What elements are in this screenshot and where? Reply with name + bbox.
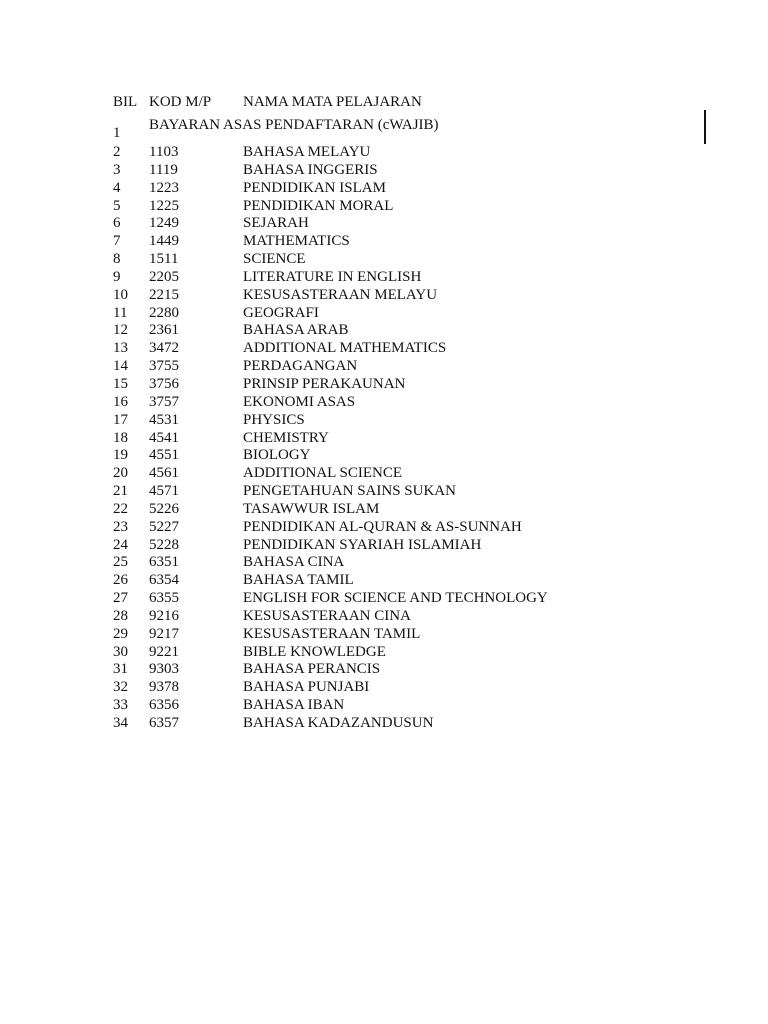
header-kod: KOD M/P xyxy=(149,94,212,110)
cell-bil: 21 xyxy=(113,483,128,500)
cell-nama: PENGETAHUAN SAINS SUKAN xyxy=(243,483,456,500)
cell-kod: 6357 xyxy=(149,715,179,731)
table-row xyxy=(113,501,593,519)
table-row xyxy=(113,394,593,412)
cell-nama: SEJARAH xyxy=(243,215,309,232)
cell-nama: LITERATURE IN ENGLISH xyxy=(243,268,422,285)
table-row xyxy=(113,144,593,162)
table-row xyxy=(113,215,593,233)
cell-kod: 1249 xyxy=(149,215,179,232)
cell-kod: 4561 xyxy=(149,465,179,482)
cell-nama: MATHEMATICS xyxy=(243,233,350,250)
cell-nama: KESUSASTERAAN CINA xyxy=(243,607,411,624)
cell-nama: KESUSASTERAAN MELAYU xyxy=(243,286,438,303)
table-row xyxy=(113,430,593,448)
cell-nama: BAHASA PUNJABI xyxy=(243,679,370,696)
cell-kod: 1119 xyxy=(149,161,178,178)
subject-table xyxy=(113,93,593,733)
cell-kod: 2215 xyxy=(149,286,179,303)
table-row xyxy=(113,269,593,287)
cell-bil: 1 xyxy=(113,125,121,141)
table-row xyxy=(113,251,593,269)
table-row xyxy=(113,608,593,626)
header-nama: NAMA MATA PELAJARAN xyxy=(243,94,422,110)
cell-kod: 9217 xyxy=(149,625,179,642)
cell-bil: 3 xyxy=(113,161,121,178)
cell-bil: 25 xyxy=(113,554,128,571)
table-row xyxy=(113,483,593,501)
cell-kod: 5228 xyxy=(149,536,179,553)
cell-kod: 1449 xyxy=(149,233,179,250)
cell-bil: 5 xyxy=(113,197,121,214)
cell-kod: 3472 xyxy=(149,340,179,357)
cell-nama: BAHASA ARAB xyxy=(243,322,349,339)
table-row xyxy=(113,376,593,394)
cell-nama: PENDIDIKAN AL-QURAN & AS-SUNNAH xyxy=(243,518,522,535)
cell-kod: 1223 xyxy=(149,179,179,196)
cell-nama: ADDITIONAL MATHEMATICS xyxy=(243,340,447,357)
cell-kod: 9221 xyxy=(149,643,179,660)
cell-nama: BAHASA IBAN xyxy=(243,697,345,714)
table-row xyxy=(113,198,593,216)
cell-kod: 3756 xyxy=(149,375,179,392)
table-header-row xyxy=(113,93,593,111)
cell-bil: 16 xyxy=(113,393,128,410)
table-row xyxy=(113,305,593,323)
cell-kod: 6356 xyxy=(149,697,179,714)
cell-bil: 13 xyxy=(113,340,128,357)
table-row xyxy=(113,715,593,733)
table-row-registration xyxy=(113,118,593,144)
cell-nama: BAHASA MELAYU xyxy=(243,144,371,160)
cell-bil: 28 xyxy=(113,607,128,624)
table-row xyxy=(113,412,593,430)
cell-nama: KESUSASTERAAN TAMIL xyxy=(243,625,421,642)
cell-bil: 8 xyxy=(113,251,121,268)
table-row xyxy=(113,322,593,340)
cell-kod: 2205 xyxy=(149,268,179,285)
cell-bil: 30 xyxy=(113,643,128,660)
cell-nama: BAYARAN ASAS PENDAFTARAN (cWAJIB) xyxy=(149,117,439,133)
cell-kod: 4571 xyxy=(149,483,179,500)
cell-kod: 5227 xyxy=(149,518,179,535)
table-row xyxy=(113,554,593,572)
table-row xyxy=(113,519,593,537)
cell-nama: TASAWWUR ISLAM xyxy=(243,500,380,517)
cell-kod: 3757 xyxy=(149,393,179,410)
cell-nama: BAHASA CINA xyxy=(243,554,345,571)
table-row xyxy=(113,465,593,483)
table-row xyxy=(113,162,593,180)
cell-bil: 31 xyxy=(113,661,128,678)
cell-bil: 22 xyxy=(113,500,128,517)
cell-kod: 9303 xyxy=(149,661,179,678)
cell-nama: PENDIDIKAN ISLAM xyxy=(243,179,386,196)
table-body xyxy=(113,144,593,733)
table-row xyxy=(113,340,593,358)
cell-nama: BAHASA TAMIL xyxy=(243,572,354,589)
cell-bil: 24 xyxy=(113,536,128,553)
cell-kod: 1511 xyxy=(149,251,179,268)
cell-bil: 12 xyxy=(113,322,128,339)
cell-kod: 6351 xyxy=(149,554,179,571)
text-cursor xyxy=(704,110,706,144)
cell-bil: 4 xyxy=(113,179,121,196)
cell-nama: SCIENCE xyxy=(243,251,306,268)
cell-kod: 4541 xyxy=(149,429,179,446)
cell-kod: 4531 xyxy=(149,411,179,428)
cell-nama: BIOLOGY xyxy=(243,447,311,464)
cell-nama: BIBLE KNOWLEDGE xyxy=(243,643,386,660)
cell-bil: 17 xyxy=(113,411,128,428)
cell-bil: 7 xyxy=(113,233,121,250)
cell-bil: 11 xyxy=(113,304,128,321)
cell-bil: 20 xyxy=(113,465,128,482)
cell-kod: 1225 xyxy=(149,197,179,214)
cell-bil: 15 xyxy=(113,375,128,392)
cell-bil: 9 xyxy=(113,268,121,285)
table-row xyxy=(113,537,593,555)
cell-kod: 2280 xyxy=(149,304,179,321)
table-row xyxy=(113,644,593,662)
cell-nama: PERDAGANGAN xyxy=(243,358,358,375)
cell-bil: 14 xyxy=(113,358,128,375)
cell-bil: 2 xyxy=(113,144,121,160)
cell-kod: 3755 xyxy=(149,358,179,375)
cell-bil: 26 xyxy=(113,572,128,589)
cell-bil: 34 xyxy=(113,715,128,731)
cell-bil: 18 xyxy=(113,429,128,446)
cell-bil: 29 xyxy=(113,625,128,642)
cell-bil: 32 xyxy=(113,679,128,696)
table-row xyxy=(113,590,593,608)
cell-nama: PRINSIP PERAKAUNAN xyxy=(243,375,406,392)
cell-kod: 5226 xyxy=(149,500,179,517)
table-row xyxy=(113,287,593,305)
cell-nama: BAHASA INGGERIS xyxy=(243,161,378,178)
table-row xyxy=(113,180,593,198)
table-row xyxy=(113,661,593,679)
cell-bil: 10 xyxy=(113,286,128,303)
cell-kod: 2361 xyxy=(149,322,179,339)
cell-nama: BAHASA KADAZANDUSUN xyxy=(243,715,434,731)
cell-kod: 1103 xyxy=(149,144,179,160)
cell-nama: CHEMISTRY xyxy=(243,429,329,446)
table-row xyxy=(113,697,593,715)
cell-kod: 9378 xyxy=(149,679,179,696)
cell-nama: PHYSICS xyxy=(243,411,305,428)
cell-nama: GEOGRAFI xyxy=(243,304,319,321)
cell-kod: 6354 xyxy=(149,572,179,589)
cell-nama: EKONOMI ASAS xyxy=(243,393,356,410)
cell-bil: 27 xyxy=(113,590,128,607)
table-row xyxy=(113,679,593,697)
cell-kod: 6355 xyxy=(149,590,179,607)
cell-nama: PENDIDIKAN MORAL xyxy=(243,197,394,214)
table-row xyxy=(113,572,593,590)
table-row xyxy=(113,233,593,251)
cell-bil: 23 xyxy=(113,518,128,535)
cell-kod: 9216 xyxy=(149,607,179,624)
cell-bil: 19 xyxy=(113,447,128,464)
table-row xyxy=(113,447,593,465)
table-row xyxy=(113,626,593,644)
cell-nama: BAHASA PERANCIS xyxy=(243,661,381,678)
cell-nama: ADDITIONAL SCIENCE xyxy=(243,465,403,482)
table-row xyxy=(113,358,593,376)
cell-nama: PENDIDIKAN SYARIAH ISLAMIAH xyxy=(243,536,482,553)
cell-bil: 6 xyxy=(113,215,121,232)
header-bil: BIL xyxy=(113,94,138,110)
cell-kod: 4551 xyxy=(149,447,179,464)
cell-nama: ENGLISH FOR SCIENCE AND TECHNOLOGY xyxy=(243,590,548,607)
cell-bil: 33 xyxy=(113,697,128,714)
